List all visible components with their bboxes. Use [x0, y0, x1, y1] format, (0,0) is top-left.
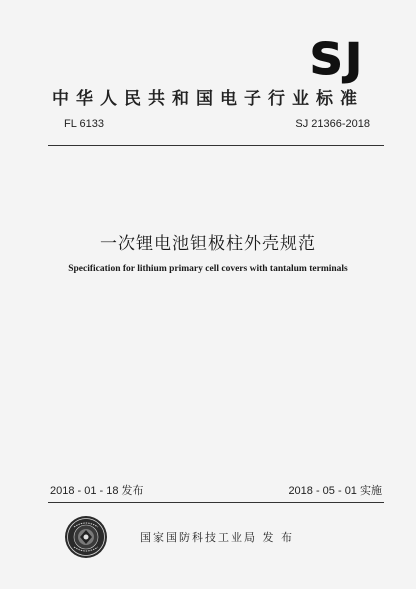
implementation-date: 2018 - 05 - 01 实施: [288, 485, 382, 497]
organization-header: 中华人民共和国电子行业标准: [52, 89, 364, 109]
official-seal-icon: [64, 515, 108, 559]
issuing-authority: 国家国防科技工业局 发 布: [140, 531, 294, 544]
issue-date: 2018 - 01 - 18 发布: [50, 485, 144, 497]
footer-divider: [48, 502, 384, 503]
header-divider: [48, 145, 384, 146]
title-chinese: 一次锂电池钽极柱外壳规范: [100, 234, 316, 254]
sj-logo: [298, 36, 376, 84]
classification-code: FL 6133: [64, 118, 104, 130]
standard-number: SJ 21366-2018: [295, 118, 370, 130]
title-english: Specification for lithium primary cell covers with tantalum terminals: [68, 264, 348, 274]
sj-logo-text: SJ: [309, 36, 365, 84]
